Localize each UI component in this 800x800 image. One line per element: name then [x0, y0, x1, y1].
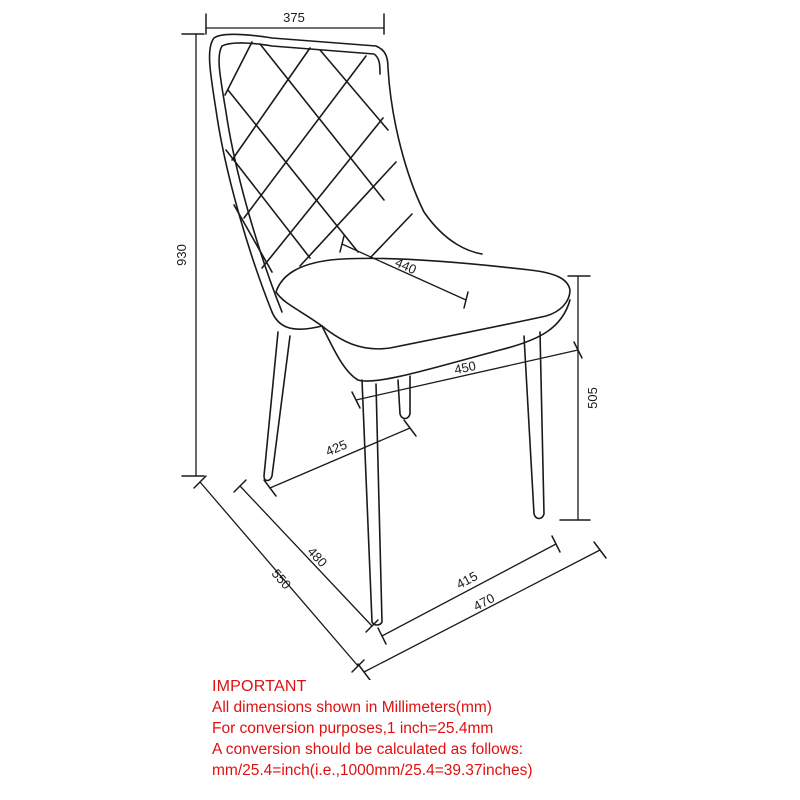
dim-label-505: 505 [585, 387, 600, 409]
backrest-piping [219, 43, 380, 312]
dim-label-470: 470 [470, 590, 497, 614]
notes-line: For conversion purposes,1 inch=25.4mm [212, 720, 494, 737]
seat-top [276, 258, 570, 349]
chair-illustration [210, 34, 570, 625]
backrest-outline [210, 34, 482, 312]
dim-label-550: 550 [268, 565, 295, 593]
dim-label-415: 415 [453, 568, 480, 592]
notes-heading: IMPORTANT [212, 678, 307, 695]
dim-label-450: 450 [452, 358, 478, 378]
leg-back-right [398, 376, 410, 419]
leg-back-left [264, 332, 290, 481]
notes-line: All dimensions shown in Millimeters(mm) [212, 699, 492, 716]
dim-label-480: 480 [304, 543, 331, 570]
dim-label-425: 425 [323, 436, 350, 460]
dimension-labels [174, 10, 600, 614]
dim-label-930: 930 [174, 244, 189, 266]
dim-label-375: 375 [283, 10, 305, 25]
notes-line: mm/25.4=inch(i.e.,1000mm/25.4=39.37inches) [212, 762, 533, 779]
dim-label-440: 440 [392, 254, 419, 278]
backrest-quilting [225, 42, 412, 272]
conversion-notes [212, 676, 772, 781]
leg-front-left [362, 380, 382, 625]
notes-line: A conversion should be calculated as follows: [212, 741, 524, 758]
seat-front-edge [322, 300, 570, 381]
